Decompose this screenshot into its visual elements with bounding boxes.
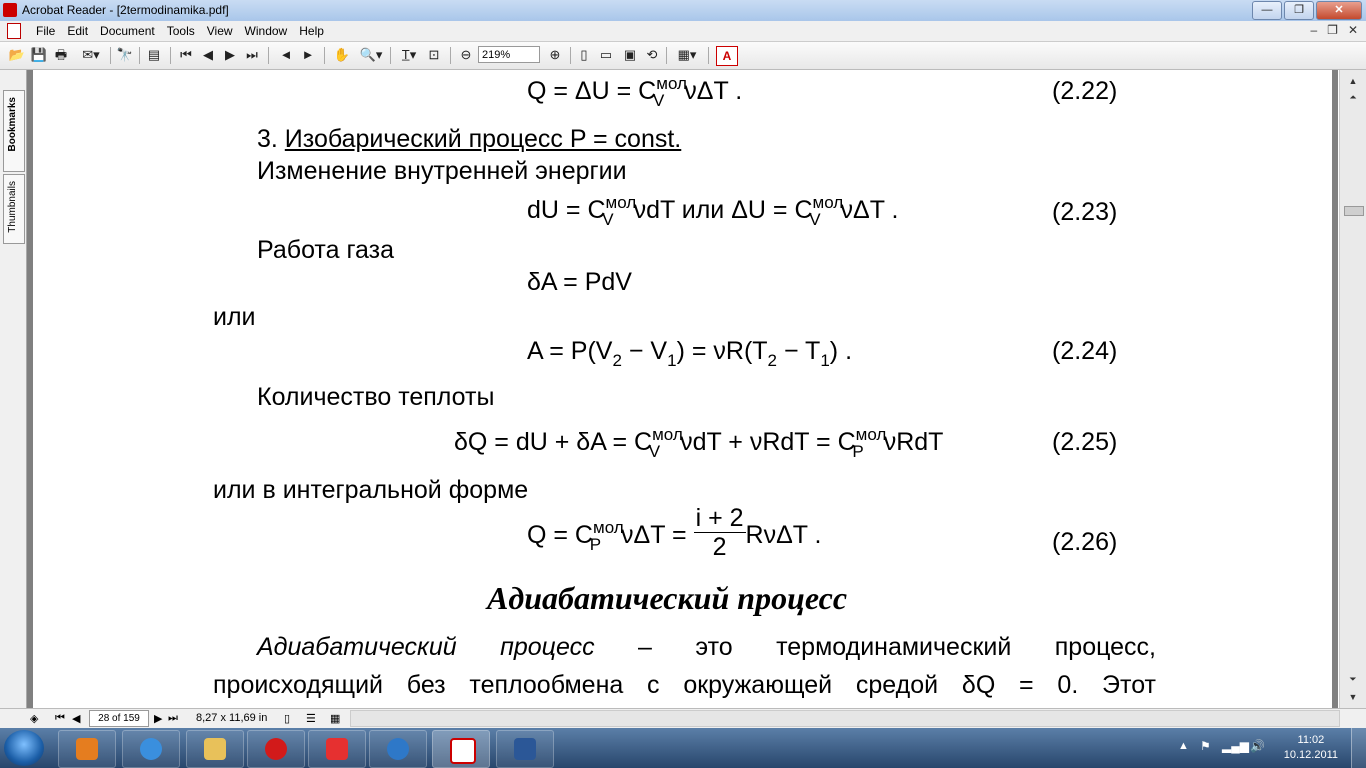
window-title: Acrobat Reader - [2termodinamika.pdf] bbox=[22, 3, 229, 17]
email-icon[interactable]: ✉▾ bbox=[82, 47, 100, 62]
text-line: Работа газа bbox=[257, 236, 394, 264]
taskbar bbox=[0, 728, 1366, 768]
taskbar-explorer[interactable] bbox=[186, 730, 244, 768]
restore-button[interactable]: ❐ bbox=[1284, 1, 1314, 20]
first-page-icon[interactable]: ⏮ bbox=[55, 712, 65, 724]
hand-tool-icon[interactable]: ✋ bbox=[333, 47, 351, 62]
equation-number: (2.25) bbox=[1052, 428, 1118, 456]
equation-number: (2.26) bbox=[1052, 528, 1118, 556]
horizontal-scrollbar[interactable] bbox=[350, 710, 1340, 727]
equation-2-26: $Q = C^{мол}_P$ νΔT = $\frac{i + 2}{2}$ RνΔT . bbox=[527, 504, 822, 561]
menu-edit[interactable]: Edit bbox=[67, 24, 89, 38]
menu-window[interactable]: Window bbox=[244, 24, 288, 38]
doc-minimize-button[interactable]: – bbox=[1310, 23, 1318, 37]
snapshot-icon[interactable]: ⊡ bbox=[428, 47, 440, 62]
taskbar-itunes[interactable] bbox=[369, 730, 427, 768]
menu-view[interactable]: View bbox=[206, 24, 233, 38]
zoom-out-icon[interactable]: ⊖ bbox=[460, 47, 472, 62]
page-down-icon[interactable]: ⏷ bbox=[1349, 674, 1357, 684]
page-number-field[interactable]: 28 of 159 bbox=[89, 710, 149, 727]
page-size-label: 8,27 x 11,69 in bbox=[196, 712, 268, 724]
menu-bar bbox=[0, 21, 1366, 42]
bookmarks-tab[interactable] bbox=[3, 90, 25, 172]
minimize-button[interactable]: — bbox=[1252, 1, 1282, 20]
scroll-up-icon[interactable]: ▲ bbox=[1348, 76, 1358, 86]
last-page-icon[interactable]: ⏭ bbox=[168, 712, 178, 724]
fit-page-icon[interactable]: ▭ bbox=[599, 47, 613, 62]
date-label: 10.12.2011 bbox=[1283, 749, 1338, 761]
menu-document[interactable]: Document bbox=[100, 24, 155, 38]
paragraph-line-2: происходящий без теплообмена с окружающей средой δQ = 0. Этот bbox=[213, 671, 1156, 699]
equation-2-23: dU = $C^{мол}_V$ νdT или $\Delta U = C^{мол}_V$ νΔT . bbox=[527, 193, 899, 229]
equation-number: (2.24) bbox=[1052, 337, 1118, 365]
toolbar bbox=[0, 42, 1366, 70]
thumbnails-tab[interactable] bbox=[3, 174, 25, 244]
show-desktop-button[interactable] bbox=[1351, 728, 1366, 768]
equation-number: (2.23) bbox=[1052, 198, 1118, 226]
equation-2-24: $A = P(V_2 - V_1) = \nu R(T_2 - T_1)$ . bbox=[527, 337, 853, 370]
go-back-icon[interactable]: ◄ bbox=[279, 47, 293, 62]
equation-number: (2.22) bbox=[1052, 77, 1118, 105]
pdf-page bbox=[33, 70, 1332, 708]
previous-page-icon[interactable]: ◀ bbox=[203, 47, 213, 62]
volume-icon[interactable]: 🔊 bbox=[1250, 739, 1265, 753]
next-page-icon[interactable]: ▶ bbox=[225, 47, 235, 62]
go-forward-icon[interactable]: ► bbox=[301, 47, 315, 62]
taskbar-word[interactable] bbox=[496, 730, 554, 768]
previous-page-icon[interactable]: ◀ bbox=[72, 713, 81, 725]
facing-pages-icon[interactable]: ▦ bbox=[330, 713, 341, 725]
show-hidden-icons-icon[interactable]: ▲ bbox=[1178, 740, 1189, 752]
page-layout-icon[interactable]: ▦▾ bbox=[677, 47, 697, 62]
open-icon[interactable]: 📂 bbox=[8, 47, 26, 62]
zoom-tool-icon[interactable]: 🔍▾ bbox=[359, 47, 383, 62]
taskbar-media-player[interactable] bbox=[58, 730, 116, 768]
rotate-icon[interactable]: ⟲ bbox=[646, 47, 658, 62]
navigation-pane bbox=[0, 70, 27, 708]
flag-icon[interactable]: ⚑ bbox=[1200, 739, 1211, 753]
doc-restore-button[interactable]: ❐ bbox=[1327, 23, 1338, 37]
title-bar bbox=[0, 0, 1366, 22]
paragraph-line-1: Адиабатический процесс – это термодинамический процесс, bbox=[257, 633, 1156, 661]
fraction: $\frac{i + 2}{2}$ bbox=[695, 504, 744, 561]
single-page-icon[interactable]: ▯ bbox=[284, 713, 291, 725]
doc-close-button[interactable]: ✕ bbox=[1347, 23, 1358, 37]
actual-size-icon[interactable]: ▯ bbox=[580, 47, 588, 62]
show-hide-navigation-icon[interactable]: ▤ bbox=[147, 47, 161, 62]
zoom-in-icon[interactable]: ⊕ bbox=[549, 47, 561, 62]
find-icon[interactable]: 🔭 bbox=[116, 47, 134, 62]
start-button[interactable] bbox=[4, 730, 44, 766]
menu-help[interactable]: Help bbox=[299, 24, 324, 38]
menu-file[interactable]: File bbox=[36, 24, 56, 38]
text-line: или в интегральной форме bbox=[213, 476, 529, 504]
document-icon[interactable] bbox=[7, 23, 21, 39]
network-icon[interactable]: ▂▄▆ bbox=[1222, 739, 1249, 753]
scroll-down-icon[interactable]: ▼ bbox=[1348, 692, 1358, 702]
close-button[interactable]: ✕ bbox=[1316, 1, 1362, 20]
thumbnails-tab-label: Thumbnails bbox=[7, 181, 18, 233]
section-item-3: 3. Изобарический процесс P = const. bbox=[257, 125, 682, 153]
taskbar-opera[interactable] bbox=[247, 730, 305, 768]
adobe-logo-icon[interactable]: A bbox=[716, 46, 738, 66]
first-page-icon[interactable]: ⏮ bbox=[180, 47, 192, 62]
taskbar-yandex[interactable] bbox=[308, 730, 366, 768]
zoom-input[interactable]: 219% bbox=[478, 46, 540, 63]
print-icon[interactable]: 🖶 bbox=[54, 47, 68, 62]
taskbar-acrobat[interactable] bbox=[432, 730, 490, 768]
last-page-icon[interactable]: ⏭ bbox=[246, 47, 258, 62]
document-view[interactable] bbox=[27, 70, 1338, 708]
equation-2-25: δQ = dU + $\delta A = C^{мол}_V$ $\nu dT + \nu RdT = C^{мол}_P$ νRdT bbox=[454, 425, 944, 461]
continuous-icon[interactable]: ☰ bbox=[306, 713, 316, 725]
equation-work: δA = PdV bbox=[527, 268, 632, 296]
taskbar-internet-explorer[interactable] bbox=[122, 730, 180, 768]
section-heading: Адиабатический процесс bbox=[487, 580, 848, 616]
fit-width-icon[interactable]: ▣ bbox=[623, 47, 637, 62]
bookmarks-tab-label: Bookmarks bbox=[7, 97, 18, 152]
acrobat-app-icon bbox=[3, 3, 17, 17]
text-line: Количество теплоты bbox=[257, 383, 495, 411]
text-line: или bbox=[213, 303, 256, 331]
equation-2-22: $Q = \Delta U = C^{мол}_V$ νΔT . bbox=[527, 74, 743, 110]
vertical-scrollbar[interactable] bbox=[1339, 70, 1366, 708]
menu-tools[interactable]: Tools bbox=[166, 24, 195, 38]
next-page-icon[interactable]: ▶ bbox=[154, 713, 163, 725]
scroll-thumb[interactable] bbox=[1344, 206, 1364, 216]
clock[interactable] bbox=[1284, 733, 1338, 763]
page-up-icon[interactable]: ⏶ bbox=[1349, 92, 1357, 102]
expand-icon[interactable]: ◈ bbox=[30, 713, 39, 725]
time-label: 11:02 bbox=[1297, 734, 1325, 746]
save-icon[interactable]: 💾 bbox=[30, 47, 48, 62]
text-select-icon[interactable]: T̲▾ bbox=[401, 47, 417, 62]
text-line: Изменение внутренней энергии bbox=[257, 157, 627, 185]
system-tray bbox=[1166, 728, 1366, 768]
